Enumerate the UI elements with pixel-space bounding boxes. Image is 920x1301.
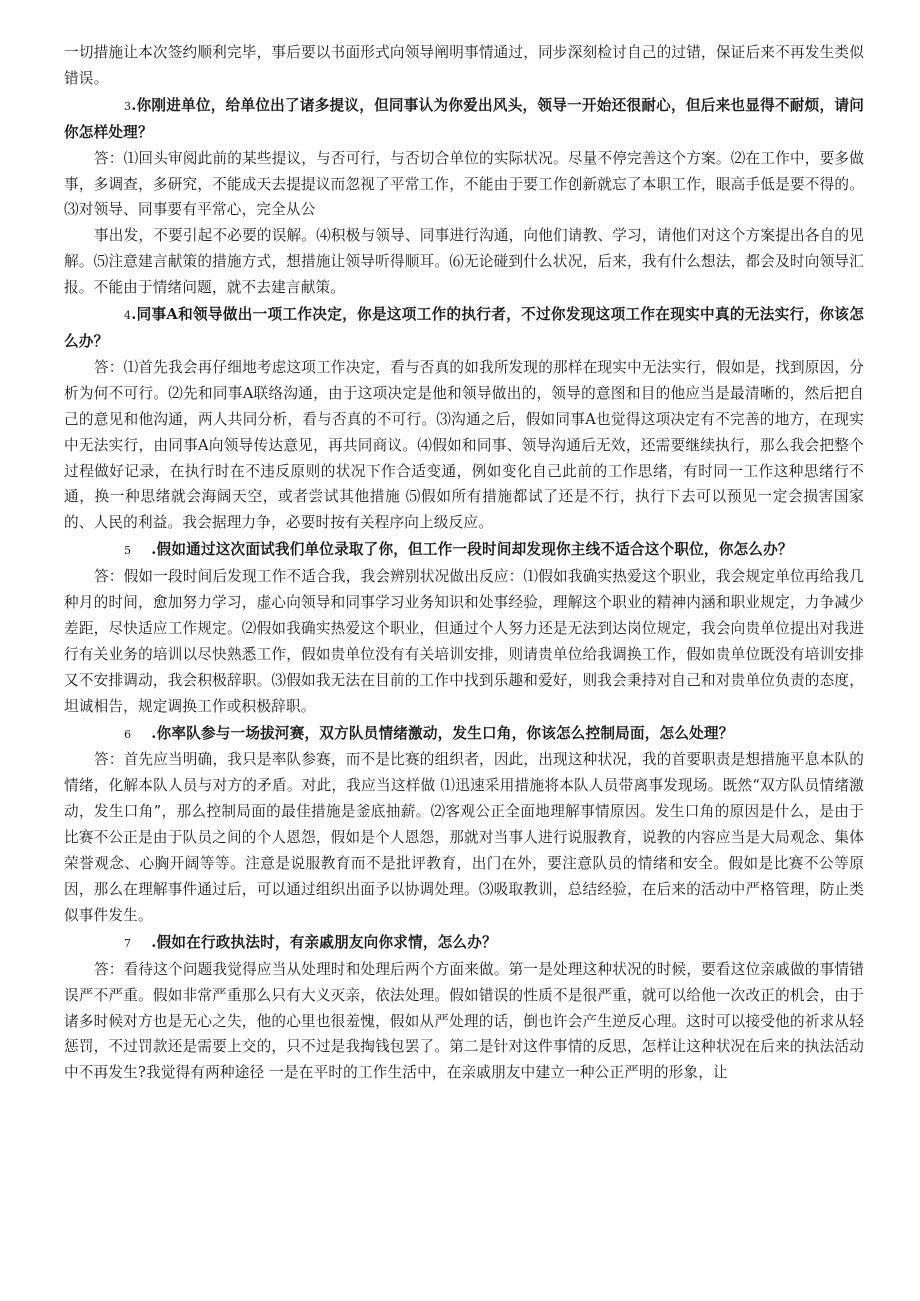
question-title: .假如在行政执法时，有亲戚朋友向你求情，怎么办？ [131, 933, 497, 951]
question-number: 6 [124, 727, 132, 741]
question-number: 4 [124, 309, 132, 323]
question-title: .假如通过这次面试我们单位录取了你，但工作一段时间却发现你主线不适合这个职位，你怎么办？ [131, 541, 793, 559]
question-number: 3 [124, 99, 132, 113]
question-4 [64, 302, 864, 355]
question-title: .你率队参与一场拔河赛，双方队员情绪激动，发生口角，你该怎么控制局面，怎么处理？ [131, 724, 734, 742]
answer-3-continuation: 事出发，不要引起不必要的误解。⑷积极与领导、同事进行沟通，向他们请教、学习，请他们对这个方案提出各自的见解。⑸注意建言献策的措施方式，想措施让领导听得顺耳。⑹无论碰到什么状况，后来，我有什么想法，都会及时向领导汇报。不能由于情绪问题，就不去建言献策。 [64, 227, 864, 297]
answer-6: 答：首先应当明确，我只是率队参赛，而不是比赛的组织者，因此，出现这种状况，我的首要职责是想措施平息本队的情绪，化解本队人员与对方的矛盾。对此，我应当这样做 ⑴迅速采用措施将本队人员带离事发现场。既然“双方队员情绪激动，发生口角”，那么控制局面的最佳措施是釜底抽薪。⑵客观公正全面地理解事情原因。发生口角的原因是什么，是由于比赛不公正是由于队员之间的个人恩怨，假如是个人恩怨，那就对当事人进行说服教育，说教的内容应当是大局观念、集体荣誉观念、心胸开阔等等。注意是说服教育而不是批评教育，出门在外，要注意队员的情绪和安全。假如是比赛不公等原因，那么在理解事件通过后，可以通过组织出面予以协调处理。⑶吸取教训，总结经验，在后来的活动中严格管理，防止类似事件发生。 [64, 751, 864, 924]
answer-4: 答：⑴首先我会再仔细地考虑这项工作决定，看与否真的如我所发现的那样在现实中无法实行，假如是，找到原因，分析为何不可行。⑵先和同事A联络沟通，由于这项决定是他和领导做出的，领导的意图和目的他应当是最清晰的，然后把自己的意见和他沟通，两人共同分析，看与否真的不可行。⑶沟通之后，假如同事A也觉得这项决定有不完善的地方，在现实中无法实行，由同事A向领导传达意见，再共同商议。⑷假如和同事、领导沟通后无效，还需要继续执行，那么我会把整个过程做好记录，在执行时在不违反原则的状况下作合适变通，例如变化自己此前的工作思绪，有时同一工作这种思绪行不通，换一种思绪就会海阔天空，或者尝试其他措施 ⑸假如所有措施都试了还是不行，执行下去可以预见一定会损害国家的、人民的利益。我会据理力争，必要时按有关程序向上级反应。 [64, 358, 864, 532]
question-5 [64, 537, 864, 564]
question-number: 7 [124, 936, 132, 950]
question-title: .你刚进单位，给单位出了诸多提议，但同事认为你爱出风头，领导一开始还很耐心，但后来也显得不耐烦，请问你怎样处理？ [64, 96, 864, 141]
answer-7: 答：看待这个问题我觉得应当从处理时和处理后两个方面来做。第一是处理这种状况的时候，要看这位亲戚做的事情错误严不严重。假如非常严重那么只有大义灭亲，依法处理。假如错误的性质不是很严重，就可以给他一次改正的机会，由于诸多时候对方也是无心之失，他的心里也很羞愧，假如从严处理的话，倒也许会产生逆反心理。这时可以接受他的祈求从轻惩罚，不过罚款还是需要上交的，只不过是我掏钱包罢了。第二是针对这件事情的反思，怎样让这种状况在后来的执法活动中不再发生?我觉得有两种途径 一是在平时的工作生活中，在亲戚朋友中建立一种公正严明的形象，让 [64, 960, 864, 1082]
answer-3: 答：⑴回头审阅此前的某些提议，与否可行，与否切合单位的实际状况。尽量不停完善这个方案。⑵在工作中，要多做事，多调查，多研究，不能成天去提提议而忽视了平常工作，不能由于要工作创新就忘了本职工作，眼高手低是要不得的。⑶对领导、同事要有平常心，完全从公 [64, 149, 864, 219]
question-title: .同事A和领导做出一项工作决定，你是这项工作的执行者，不过你发现这项工作在现实中真的无法实行，你该怎么办？ [64, 306, 864, 350]
question-6 [64, 721, 864, 748]
question-number: 5 [124, 544, 132, 558]
document-page [64, 40, 864, 1086]
question-3 [64, 93, 864, 146]
question-7 [64, 930, 864, 957]
answer-5: 答：假如一段时间后发现工作不适合我，我会辨别状况做出反应：⑴假如我确实热爱这个职业，我会规定单位再给我几种月的时间，愈加努力学习，虚心向领导和同事学习业务知识和处事经验，理解这个职业的精神内涵和职业规定，力争减少差距，尽快适应工作规定。⑵假如我确实热爱这个职业，但通过个人努力还是无法到达岗位规定，我会向贵单位提出对我进行有关业务的培训以尽快熟悉工作，假如贵单位没有有关培训安排，则请贵单位给我调换工作，假如贵单位既没有培训安排又不安排调动，我会积极辞职。⑶假如我无法在目前的工作中找到乐趣和爱好，则我会秉持对自己和对贵单位负责的态度，坦诚相告，规定调换工作或积极辞职。 [64, 568, 864, 715]
intro-paragraph: 一切措施让本次签约顺利完毕，事后要以书面形式向领导阐明事情通过，同步深刻检讨自己的过错，保证后来不再发生类似错误。 [64, 44, 864, 87]
